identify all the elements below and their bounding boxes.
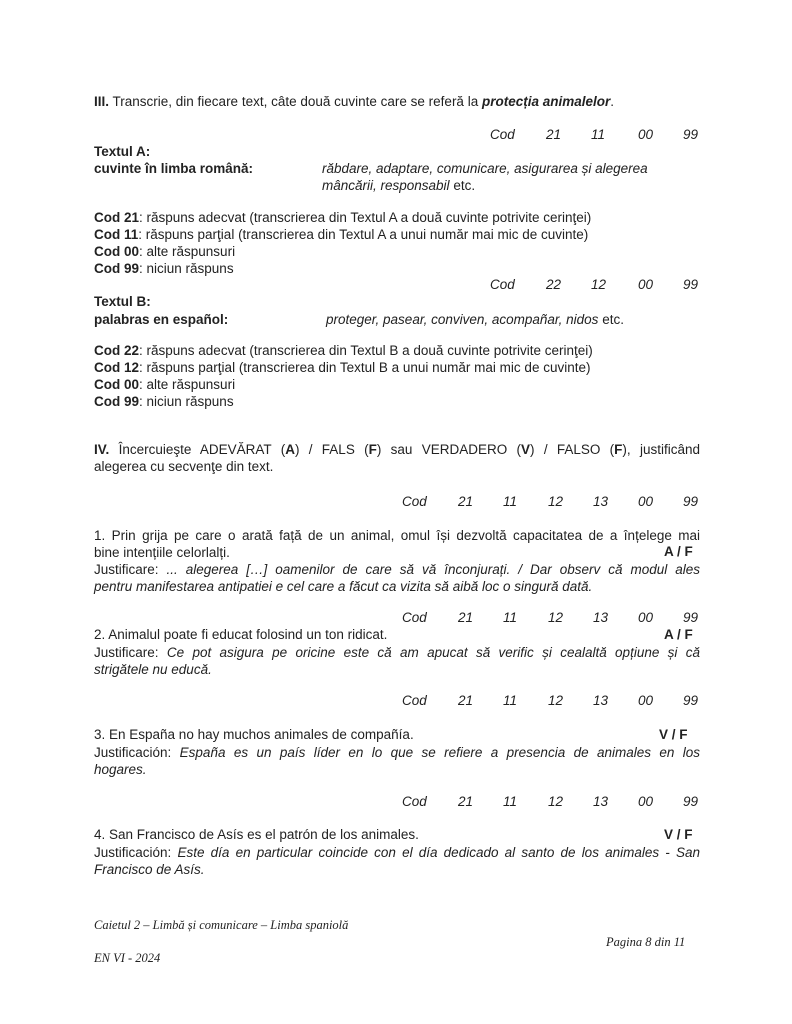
text-a-words-line1: răbdare, adaptare, comunicare, asigurarea și alegerea (322, 161, 648, 176)
code-value: 22 (546, 277, 562, 292)
code-row-iv: Cod 21 11 12 13 00 99 (402, 610, 699, 625)
item-2-true-false[interactable]: A / F (664, 627, 693, 642)
code-row-iv: Cod 21 11 12 13 00 99 (402, 794, 699, 809)
item-3-true-false[interactable]: V / F (659, 727, 688, 742)
item-4-justification: Justificación: Este día en particular coincide con el día dedicado al santo de los animales - San Francisco de Asís. (94, 845, 700, 877)
code-row-a (490, 127, 710, 144)
code-value: 00 (638, 127, 654, 142)
scoring-b-row: Cod 12: răspuns parţial (transcrierea din Textul B a unui număr mai mic de cuvinte) (94, 360, 591, 375)
code-value: 00 (638, 277, 654, 292)
item-2-justification: Justificare: Ce pot asigura pe oricine este că am apucat să verific și cealaltă opțiune și că strigătele nu educă. (94, 645, 700, 677)
footer-exam-id: EN VI - 2024 (94, 951, 161, 965)
code-row-b (490, 277, 710, 294)
code-row-iv: Cod 21 11 12 13 00 99 (402, 494, 699, 509)
section-3-heading: III. Transcrie, din fiecare text, câte două cuvinte care se referă la protecția animalelor. (94, 94, 615, 109)
text-b-sublabel: palabras en español: (94, 312, 229, 327)
code-value: 99 (683, 127, 699, 142)
text-b-label: Textul B: (94, 294, 151, 309)
code-value: 99 (683, 277, 699, 292)
footer-notebook: Caietul 2 – Limbă și comunicare – Limba spaniolă (94, 918, 349, 932)
code-label: Cod (490, 277, 515, 292)
footer-page-number: Pagina 8 din 11 (606, 935, 686, 949)
item-2-statement: 2. Animalul poate fi educat folosind un ton ridicat. (94, 627, 388, 642)
text-b-words: proteger, pasear, conviven, acompañar, nidos etc. (326, 312, 624, 327)
scoring-b-row: Cod 22: răspuns adecvat (transcrierea din Textul B a două cuvinte potrivite cerinţei) (94, 343, 593, 358)
item-1-justification: Justificare: ... alegerea […] oamenilor de care să vă înconjurați. / Dar observ că modul ales pentru manifestarea antipatiei e cel care a făcut ca vizita să aibă loc o singură dată. (94, 562, 700, 594)
scoring-b-row: Cod 00: alte răspunsuri (94, 377, 236, 392)
item-1-statement: 1. Prin grija pe care o arată față de un animal, omul își dezvoltă capacitatea de a înțelege mai bine intențiile celorlalți. (94, 528, 700, 560)
text-a-words-line2: mâncării, responsabil etc. (322, 178, 476, 193)
item-4-statement: 4. San Francisco de Asís es el patrón de los animales. (94, 827, 419, 842)
item-1-true-false[interactable]: A / F (664, 544, 693, 559)
item-3-statement: 3. En España no hay muchos animales de compañía. (94, 727, 414, 742)
scoring-a-row: Cod 99: niciun răspuns (94, 261, 234, 276)
scoring-a-row: Cod 21: răspuns adecvat (transcrierea din Textul A a două cuvinte potrivite cerinţei) (94, 210, 592, 225)
text-a-label: Textul A: (94, 144, 151, 159)
scoring-a-row: Cod 11: răspuns parţial (transcrierea din Textul A a unui număr mai mic de cuvinte) (94, 227, 589, 242)
scoring-a-row: Cod 00: alte răspunsuri (94, 244, 236, 259)
scoring-b-row: Cod 99: niciun răspuns (94, 394, 234, 409)
code-row-iv: Cod 21 11 12 13 00 99 (402, 693, 699, 708)
code-label: Cod (490, 127, 515, 142)
code-value: 12 (591, 277, 607, 292)
code-value: 11 (591, 127, 606, 142)
item-4-true-false[interactable]: V / F (664, 827, 693, 842)
item-3-justification: Justificación: España es un país líder en lo que se refiere a presencia de animales en los hogares. (94, 745, 700, 777)
text-a-sublabel: cuvinte în limba română: (94, 161, 254, 176)
section-4-heading: IV. Încercuieşte ADEVĂRAT (A) / FALS (F) sau VERDADERO (V) / FALSO (F), justificând alegerea cu secvenţe din text. (94, 442, 700, 474)
code-value: 21 (546, 127, 562, 142)
